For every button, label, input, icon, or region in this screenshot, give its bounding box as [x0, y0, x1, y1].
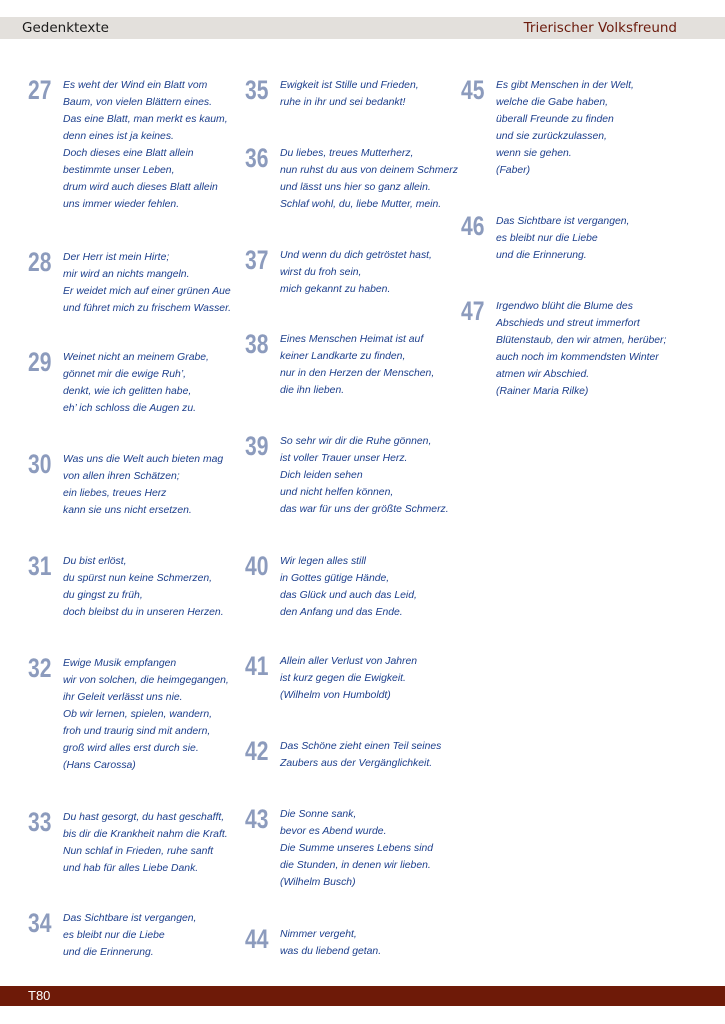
page-footer	[0, 986, 725, 1006]
entry-text	[63, 910, 263, 961]
entry-text	[280, 806, 480, 891]
text-line: Abschieds und streut immerfort	[496, 318, 640, 329]
text-line: Es gibt Menschen in der Welt,	[496, 80, 634, 91]
entry-number: 47	[461, 296, 485, 326]
entry-text	[280, 145, 480, 213]
text-line: den Anfang und das Ende.	[280, 607, 403, 618]
page-number: T80	[28, 988, 51, 1003]
text-line: und die Erinnerung.	[496, 250, 587, 261]
text-line: (Rainer Maria Rilke)	[496, 386, 589, 397]
text-line: Blütenstaub, den wir atmen, herüber;	[496, 335, 667, 346]
entry-text	[280, 653, 480, 704]
text-line: groß wird alles erst durch sie.	[63, 743, 199, 754]
text-line: und sie zurückzulassen,	[496, 131, 607, 142]
text-line: welche die Gabe haben,	[496, 97, 609, 108]
entry-text	[63, 655, 263, 774]
entry-number: 32	[28, 653, 52, 683]
text-line: ihr Geleit verlässt uns nie.	[63, 692, 183, 703]
text-line: du spürst nun keine Schmerzen,	[63, 573, 213, 584]
entry-text	[496, 213, 696, 264]
section-title: Gedenktexte	[22, 20, 109, 36]
entry-text	[63, 349, 263, 417]
publication-name: Trierischer Volksfreund	[523, 20, 677, 36]
text-line: und lässt uns hier so ganz allein.	[280, 182, 431, 193]
text-line: (Hans Carossa)	[63, 760, 136, 771]
entry-number: 43	[245, 804, 269, 834]
text-line: Baum, von vielen Blättern eines.	[63, 97, 213, 108]
entry-text	[280, 926, 480, 960]
entry-text	[63, 77, 263, 213]
text-line: Das Sichtbare ist vergangen,	[496, 216, 630, 227]
text-line: das Glück und auch das Leid,	[280, 590, 417, 601]
entry-number: 36	[245, 143, 269, 173]
text-line: froh und traurig sind mit andern,	[63, 726, 211, 737]
text-line: Ob wir lernen, spielen, wandern,	[63, 709, 213, 720]
text-line: Weinet nicht an meinem Grabe,	[63, 352, 209, 363]
text-line: bis dir die Krankheit nahm die Kraft.	[63, 829, 228, 840]
text-line: uns immer wieder fehlen.	[63, 199, 180, 210]
text-line: Schlaf wohl, du, liebe Mutter, mein.	[280, 199, 442, 210]
text-line: es bleibt nur die Liebe	[496, 233, 598, 244]
entry-number: 40	[245, 551, 269, 581]
entry-number: 41	[245, 651, 269, 681]
text-line: überall Freunde zu finden	[496, 114, 614, 125]
text-line: ruhe in ihr und sei bedankt!	[280, 97, 406, 108]
text-line: Der Herr ist mein Hirte;	[63, 252, 170, 263]
text-line: doch bleibst du in unseren Herzen.	[63, 607, 224, 618]
text-line: ein liebes, treues Herz	[63, 488, 167, 499]
text-line: wirst du froh sein,	[280, 267, 362, 278]
entry-text	[280, 433, 480, 518]
text-line: keiner Landkarte zu finden,	[280, 351, 406, 362]
entry-text	[280, 553, 480, 621]
entry-number: 44	[245, 924, 269, 954]
text-line: Allein aller Verlust von Jahren	[280, 656, 418, 667]
text-line: Du liebes, treues Mutterherz,	[280, 148, 414, 159]
text-line: (Wilhelm von Humboldt)	[280, 690, 391, 701]
entry-number: 28	[28, 247, 52, 277]
entry-text	[63, 553, 263, 621]
entry-text	[63, 809, 263, 877]
entry-text	[496, 77, 696, 179]
text-line: das war für uns der größte Schmerz.	[280, 504, 449, 515]
text-line: und nicht helfen können,	[280, 487, 394, 498]
text-line: drum wird auch dieses Blatt allein	[63, 182, 218, 193]
entry-number: 33	[28, 807, 52, 837]
text-line: Was uns die Welt auch bieten mag	[63, 454, 224, 465]
entry-text	[63, 451, 263, 519]
text-line: wenn sie gehen.	[496, 148, 572, 159]
text-line: Das eine Blatt, man merkt es kaum,	[63, 114, 228, 125]
entry-number: 42	[245, 736, 269, 766]
text-line: wir von solchen, die heimgegangen,	[63, 675, 229, 686]
text-line: Wir legen alles still	[280, 556, 366, 567]
text-line: nun ruhst du aus von deinem Schmerz	[280, 165, 458, 176]
entry-number: 29	[28, 347, 52, 377]
text-line: So sehr wir dir die Ruhe gönnen,	[280, 436, 432, 447]
text-line: gönnet mir die ewige Ruh’,	[63, 369, 187, 380]
text-line: Zaubers aus der Vergänglichkeit.	[280, 758, 433, 769]
text-line: bevor es Abend wurde.	[280, 826, 387, 837]
text-line: denkt, wie ich gelitten habe,	[63, 386, 192, 397]
entry-number: 45	[461, 75, 485, 105]
entry-text	[280, 77, 480, 111]
entry-number: 38	[245, 329, 269, 359]
text-line: du gingst zu früh,	[63, 590, 143, 601]
text-line: Und wenn du dich getröstet hast,	[280, 250, 432, 261]
text-line: und führet mich zu frischem Wasser.	[63, 303, 232, 314]
text-line: nur in den Herzen der Menschen,	[280, 368, 435, 379]
text-line: und die Erinnerung.	[63, 947, 154, 958]
text-line: die ihn lieben.	[280, 385, 345, 396]
entry-number: 39	[245, 431, 269, 461]
entry-text	[496, 298, 696, 400]
text-line: denn eines ist ja keines.	[63, 131, 174, 142]
text-line: (Wilhelm Busch)	[280, 877, 356, 888]
text-line: bestimmte unser Leben,	[63, 165, 175, 176]
entry-number: 30	[28, 449, 52, 479]
text-line: und hab für alles Liebe Dank.	[63, 863, 199, 874]
text-line: kann sie uns nicht ersetzen.	[63, 505, 192, 516]
text-line: auch noch im kommendsten Winter	[496, 352, 659, 363]
entry-text	[280, 331, 480, 399]
text-line: (Faber)	[496, 165, 531, 176]
entry-number: 46	[461, 211, 485, 241]
entry-text	[63, 249, 263, 317]
text-line: ist voller Trauer unser Herz.	[280, 453, 408, 464]
text-line: Nun schlaf in Frieden, ruhe sanft	[63, 846, 214, 857]
text-line: Dich leiden sehen	[280, 470, 363, 481]
entry-number: 35	[245, 75, 269, 105]
text-line: Irgendwo blüht die Blume des	[496, 301, 633, 312]
text-line: Das Sichtbare ist vergangen,	[63, 913, 197, 924]
text-line: mir wird an nichts mangeln.	[63, 269, 190, 280]
text-line: Die Sonne sank,	[280, 809, 357, 820]
text-line: Doch dieses eine Blatt allein	[63, 148, 194, 159]
page-header	[0, 17, 725, 39]
text-line: Nimmer vergeht,	[280, 929, 357, 940]
text-line: was du liebend getan.	[280, 946, 382, 957]
text-line: Ewigkeit ist Stille und Frieden,	[280, 80, 419, 91]
entry-number: 27	[28, 75, 52, 105]
text-line: Du hast gesorgt, du hast geschafft,	[63, 812, 225, 823]
text-line: atmen wir Abschied.	[496, 369, 590, 380]
text-line: mich gekannt zu haben.	[280, 284, 391, 295]
text-line: in Gottes gütige Hände,	[280, 573, 390, 584]
text-line: Ewige Musik empfangen	[63, 658, 177, 669]
entry-text	[280, 738, 480, 772]
entry-number: 31	[28, 551, 52, 581]
text-line: Eines Menschen Heimat ist auf	[280, 334, 424, 345]
text-line: ist kurz gegen die Ewigkeit.	[280, 673, 406, 684]
text-line: es bleibt nur die Liebe	[63, 930, 165, 941]
entry-number: 37	[245, 245, 269, 275]
text-line: eh’ ich schloss die Augen zu.	[63, 403, 197, 414]
text-line: Das Schöne zieht einen Teil seines	[280, 741, 442, 752]
text-line: Du bist erlöst,	[63, 556, 127, 567]
text-line: Es weht der Wind ein Blatt vom	[63, 80, 208, 91]
text-line: Er weidet mich auf einer grünen Aue	[63, 286, 231, 297]
entry-number: 34	[28, 908, 52, 938]
entry-text	[280, 247, 480, 298]
text-line: die Stunden, in denen wir lieben.	[280, 860, 431, 871]
text-line: Die Summe unseres Lebens sind	[280, 843, 434, 854]
text-line: von allen ihren Schätzen;	[63, 471, 180, 482]
